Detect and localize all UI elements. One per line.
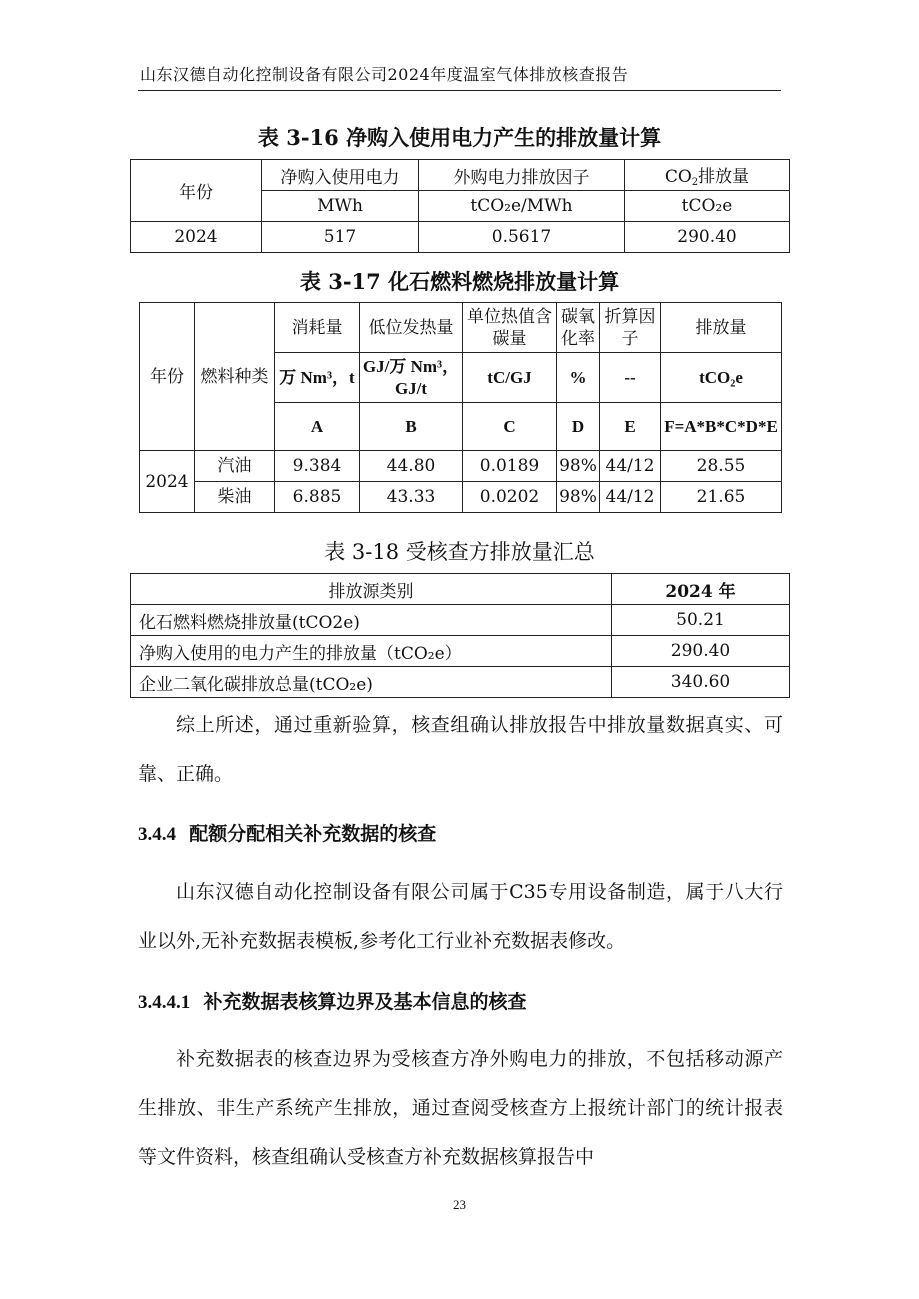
- formula-c: C: [463, 403, 557, 451]
- consumption-cell: 6.885: [275, 482, 360, 513]
- fuel-cell: 柴油: [195, 482, 275, 513]
- consumption-cell: 9.384: [275, 451, 360, 482]
- emission-unit: tCO₂e: [661, 353, 782, 403]
- table1-caption: 表 3-16 净购入使用电力产生的排放量计算: [257, 125, 662, 150]
- source-cell: 企业二氧化碳排放总量(tCO₂e): [131, 667, 612, 698]
- conversion-unit: --: [600, 353, 661, 403]
- table3-caption: 表 3-18 受核查方排放量汇总: [324, 540, 595, 564]
- body-paragraph: 山东汉德自动化控制设备有限公司属于C35专用设备制造，属于八大行业以外,无补充数据表模板,参考化工行业补充数据表修改。: [138, 881, 783, 952]
- conversion-cell: 44/12: [600, 451, 661, 482]
- power-header: 净购入使用电力: [262, 160, 419, 191]
- consumption-unit: 万 Nm³，t: [275, 353, 360, 403]
- section-number: 3.4.4: [138, 824, 176, 845]
- section-heading-3-4-4-1: [138, 987, 527, 1014]
- year-header: 2024 年: [612, 574, 790, 605]
- carbon-content-header: 单位热值含碳量: [463, 303, 557, 353]
- carbon-content-cell: 0.0202: [463, 482, 557, 513]
- emission-summary-table: [130, 573, 790, 698]
- co2-unit: tCO₂e: [625, 191, 790, 222]
- section-heading-3-4-4: [138, 819, 436, 846]
- ncv-header: 低位发热量: [360, 303, 463, 353]
- emission-header: 排放量: [661, 303, 782, 353]
- section-title: 配额分配相关补充数据的核查: [189, 823, 437, 845]
- carbon-content-cell: 0.0189: [463, 451, 557, 482]
- electricity-emission-table: [130, 159, 790, 253]
- conversion-cell: 44/12: [600, 482, 661, 513]
- value-cell: 290.40: [612, 636, 790, 667]
- ncv-cell: 43.33: [360, 482, 463, 513]
- year-header: 年份: [140, 303, 195, 451]
- source-cell: 化石燃料燃烧排放量(tCO2e): [131, 605, 612, 636]
- value-cell: 340.60: [612, 667, 790, 698]
- conversion-header: 折算因子: [600, 303, 661, 353]
- table-row: [131, 605, 790, 636]
- co2-header: $CO_2$排放量: [625, 160, 790, 191]
- fossil-fuel-emission-table: [139, 302, 782, 513]
- source-header: 排放源类别: [131, 574, 612, 605]
- year-header: 年份: [131, 160, 262, 222]
- emission-cell: 28.55: [661, 451, 782, 482]
- year-cell: 2024: [131, 222, 262, 253]
- body-paragraph: 补充数据表的核查边界为受核查方净外购电力的排放，不包括移动源产生排放、非生产系统产生排放，通过查阅受核查方上报统计部门的统计报表等文件资料，核查组确认受核查方补充数据核算报告中: [138, 1048, 783, 1168]
- oxidation-unit: %: [557, 353, 600, 403]
- formula-d: D: [557, 403, 600, 451]
- table-row: [131, 667, 790, 698]
- consumption-header: 消耗量: [275, 303, 360, 353]
- emission-cell: 21.65: [661, 482, 782, 513]
- section-number: 3.4.4.1: [138, 992, 191, 1013]
- power-unit: MWh: [262, 191, 419, 222]
- carbon-content-unit: tC/GJ: [463, 353, 557, 403]
- co2-cell: 290.40: [625, 222, 790, 253]
- conclusion-paragraph: 综上所述，通过重新验算，核查组确认排放报告中排放量数据真实、可靠、正确。: [138, 714, 783, 785]
- formula-f: F=A*B*C*D*E: [661, 403, 782, 451]
- factor-header: 外购电力排放因子: [419, 160, 625, 191]
- table-row: [131, 636, 790, 667]
- header-rule: [138, 90, 781, 91]
- oxidation-cell: 98%: [557, 482, 600, 513]
- oxidation-header: 碳氧化率: [557, 303, 600, 353]
- ncv-unit: GJ/万 Nm³，GJ/t: [360, 353, 463, 403]
- section-title: 补充数据表核算边界及基本信息的核查: [203, 991, 527, 1013]
- formula-a: A: [275, 403, 360, 451]
- formula-b: B: [360, 403, 463, 451]
- value-cell: 50.21: [612, 605, 790, 636]
- table2-caption: 表 3-17 化石燃料燃烧排放量计算: [299, 269, 620, 294]
- power-cell: 517: [262, 222, 419, 253]
- ncv-cell: 44.80: [360, 451, 463, 482]
- oxidation-cell: 98%: [557, 451, 600, 482]
- table-row: [140, 451, 782, 482]
- source-cell: 净购入使用的电力产生的排放量（tCO₂e）: [131, 636, 612, 667]
- table-row: [131, 222, 790, 253]
- factor-cell: 0.5617: [419, 222, 625, 253]
- fuel-cell: 汽油: [195, 451, 275, 482]
- table-row: [140, 482, 782, 513]
- factor-unit: tCO₂e/MWh: [419, 191, 625, 222]
- fuel-header: 燃料种类: [195, 303, 275, 451]
- formula-e: E: [600, 403, 661, 451]
- running-header: 山东汉德自动化控制设备有限公司2024年度温室气体排放核查报告: [140, 65, 629, 84]
- page-number: 23: [453, 1197, 466, 1212]
- year-cell: 2024: [140, 451, 195, 513]
